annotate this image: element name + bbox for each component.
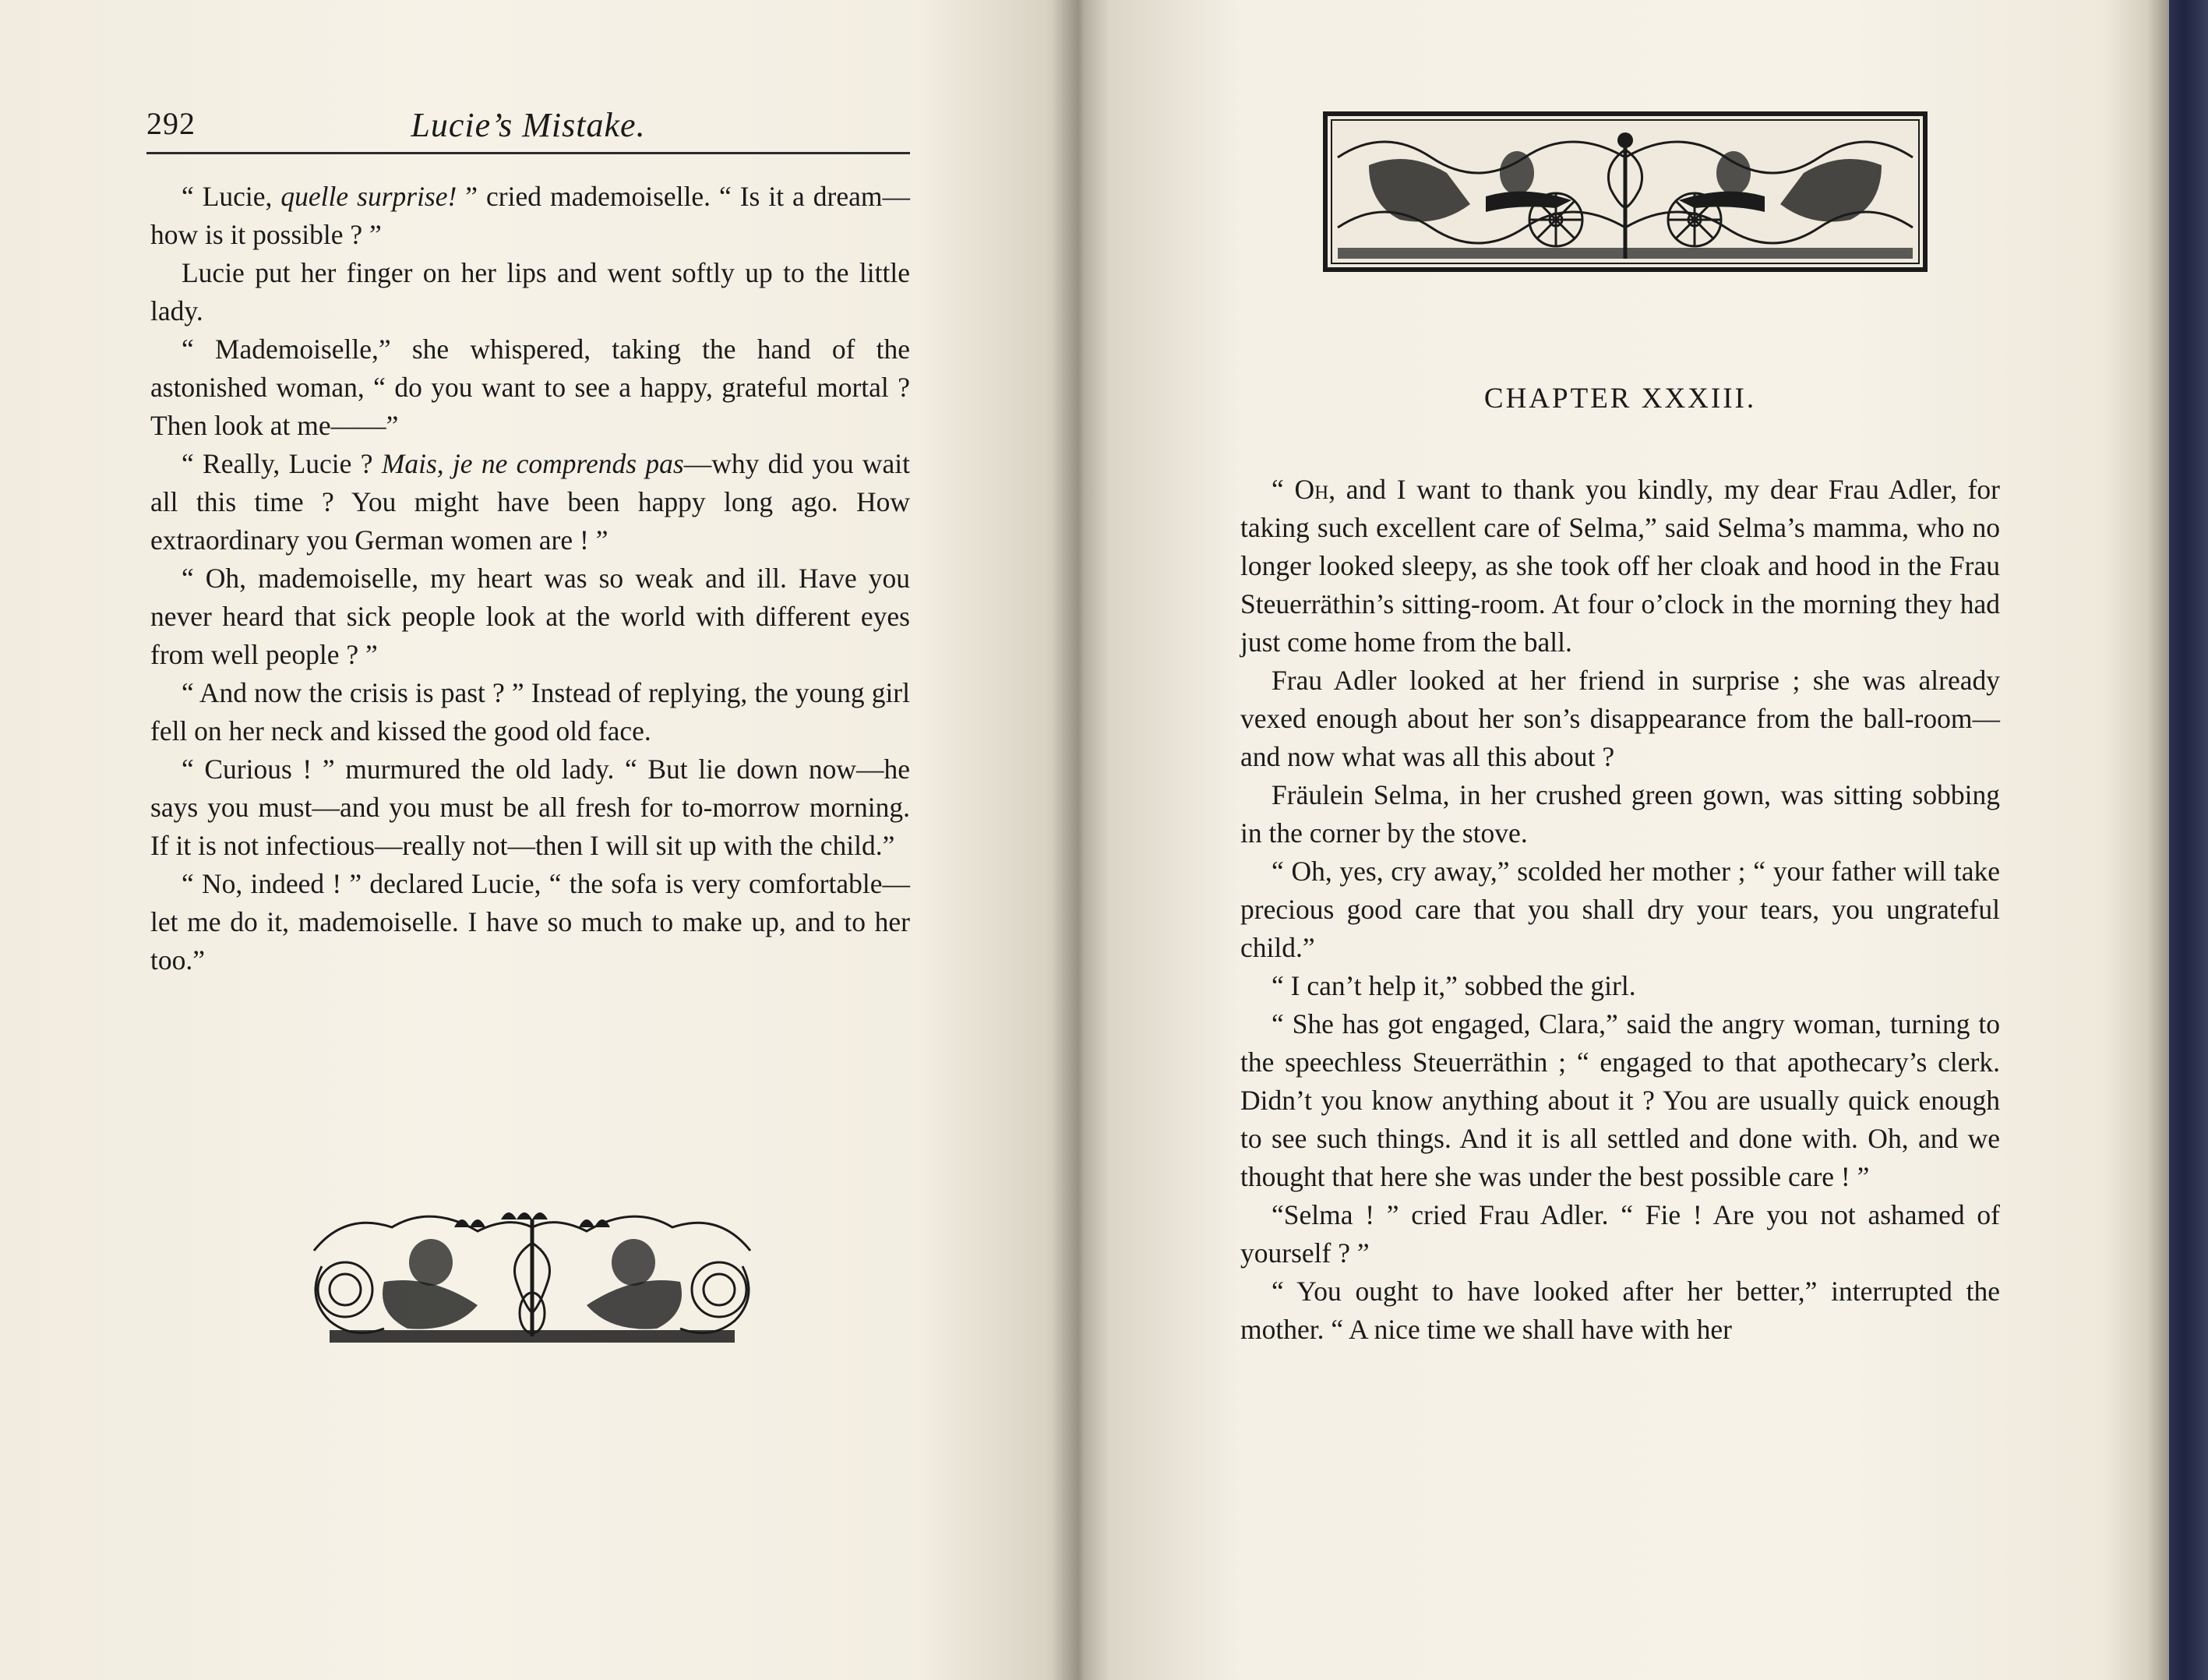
- text-run: “ Really, Lucie ?: [182, 448, 382, 479]
- text-run: “ And now the crisis is past ? ” Instead of replying, the young girl fell on her neck and kissed the good old face.: [150, 677, 910, 746]
- text-run: Mais, je ne comprends pas: [381, 448, 684, 479]
- text-run: Oh: [1294, 474, 1329, 505]
- paragraph: [150, 330, 910, 445]
- paragraph: [1240, 1005, 2000, 1196]
- text-run: “Selma ! ” cried Frau Adler. “ Fie ! Are you not ashamed of yourself ? ”: [1240, 1199, 2000, 1269]
- text-run: “ No, indeed ! ” declared Lucie, “ the sofa is very comfortable—let me do it, mademoiselle. I have so much to make up, and to her too.”: [150, 868, 910, 976]
- text-run: quelle surprise!: [280, 181, 457, 212]
- page-number: 292: [146, 106, 196, 141]
- cherub-tailpiece-icon: [298, 1196, 766, 1348]
- paragraph: [1240, 967, 2000, 1005]
- paragraph: [150, 178, 910, 254]
- text-run: “ Curious ! ” murmured the old lady. “ But lie down now—he says you must—and you must be all fresh for to-morrow morning. If it is not infectious—really not—then I will sit up with the child.”: [150, 754, 910, 861]
- text-run: —why did you wait all this time ? You might have been happy long ago. How extraordinary you German women are ! ”: [150, 448, 911, 556]
- paragraph: [150, 445, 910, 559]
- text-run: “ Mademoiselle,” she whispered, taking the hand of the astonished woman, “ do you want to see a happy, grateful mortal ? Then look at me——”: [150, 334, 910, 441]
- chapter-heading: CHAPTER XXXIII.: [1483, 383, 1757, 415]
- paragraph: [1240, 852, 2000, 967]
- paragraph: [1240, 776, 2000, 852]
- paragraph: [1240, 662, 2000, 776]
- text-run: “ Oh, yes, cry away,” scolded her mother ; “ your father will take precious good care that you shall dry your tears, you ungrateful child.”: [1240, 856, 2000, 963]
- text-run: “ Lucie,: [182, 181, 281, 212]
- running-head: [146, 105, 910, 154]
- gutter-shadow: [1052, 0, 1106, 1680]
- paragraph: [150, 559, 910, 674]
- text-run: “ I can’t help it,” sobbed the girl.: [1272, 970, 1636, 1001]
- text-run: Lucie put her finger on her lips and went softly up to the little lady.: [150, 257, 910, 326]
- paragraph: [150, 254, 910, 330]
- text-run: “: [1272, 474, 1295, 505]
- right-page-text: [1240, 471, 2000, 1349]
- paragraph: [150, 750, 910, 865]
- paragraph: [1240, 1196, 2000, 1272]
- text-run: “ Oh, mademoiselle, my heart was so weak and ill. Have you never heard that sick people look at the world with different eyes from well people ? ”: [150, 563, 910, 670]
- text-run: “ You ought to have looked after her better,” interrupted the mother. “ A nice time we shall have with her: [1240, 1276, 2000, 1345]
- cover-edge: [2169, 0, 2208, 1680]
- chariot-headpiece-icon: [1322, 111, 1928, 273]
- paragraph: [1240, 471, 2000, 662]
- left-page-text: [150, 178, 910, 979]
- text-run: ” cried mademoiselle. “ Is it a dream—how is it possible ? ”: [150, 181, 910, 250]
- text-run: , and I want to thank you kindly, my dear Frau Adler, for taking such excellent care of Selma,” said Selma’s mamma, who no longer looked sleepy, as she took off her cloak and hood in the Frau Steuerräthin’s sitting-room. At four o’clock in the morning they had just come home from the ball.: [1240, 474, 2000, 658]
- paragraph: [150, 674, 910, 750]
- paragraph: [1240, 1272, 2000, 1349]
- text-run: Fräulein Selma, in her crushed green gown, was sitting sobbing in the corner by the stove.: [1240, 779, 2000, 849]
- running-title: Lucie’s Mistake.: [411, 106, 646, 144]
- left-page: [0, 0, 1078, 1680]
- text-run: Frau Adler looked at her friend in surprise ; she was already vexed enough about her son’s disappearance from the ball-room—and now what was all this about ?: [1240, 665, 2000, 772]
- paragraph: [150, 865, 910, 979]
- text-run: “ She has got engaged, Clara,” said the angry woman, turning to the speechless Steuerräthin ; “ engaged to that apothecary’s clerk. Didn’t you know anything about it ? You are usually quick enough to see such things. And it is all settled and done with. Oh, and we thought that here she was under the best possible care ! ”: [1240, 1008, 2000, 1192]
